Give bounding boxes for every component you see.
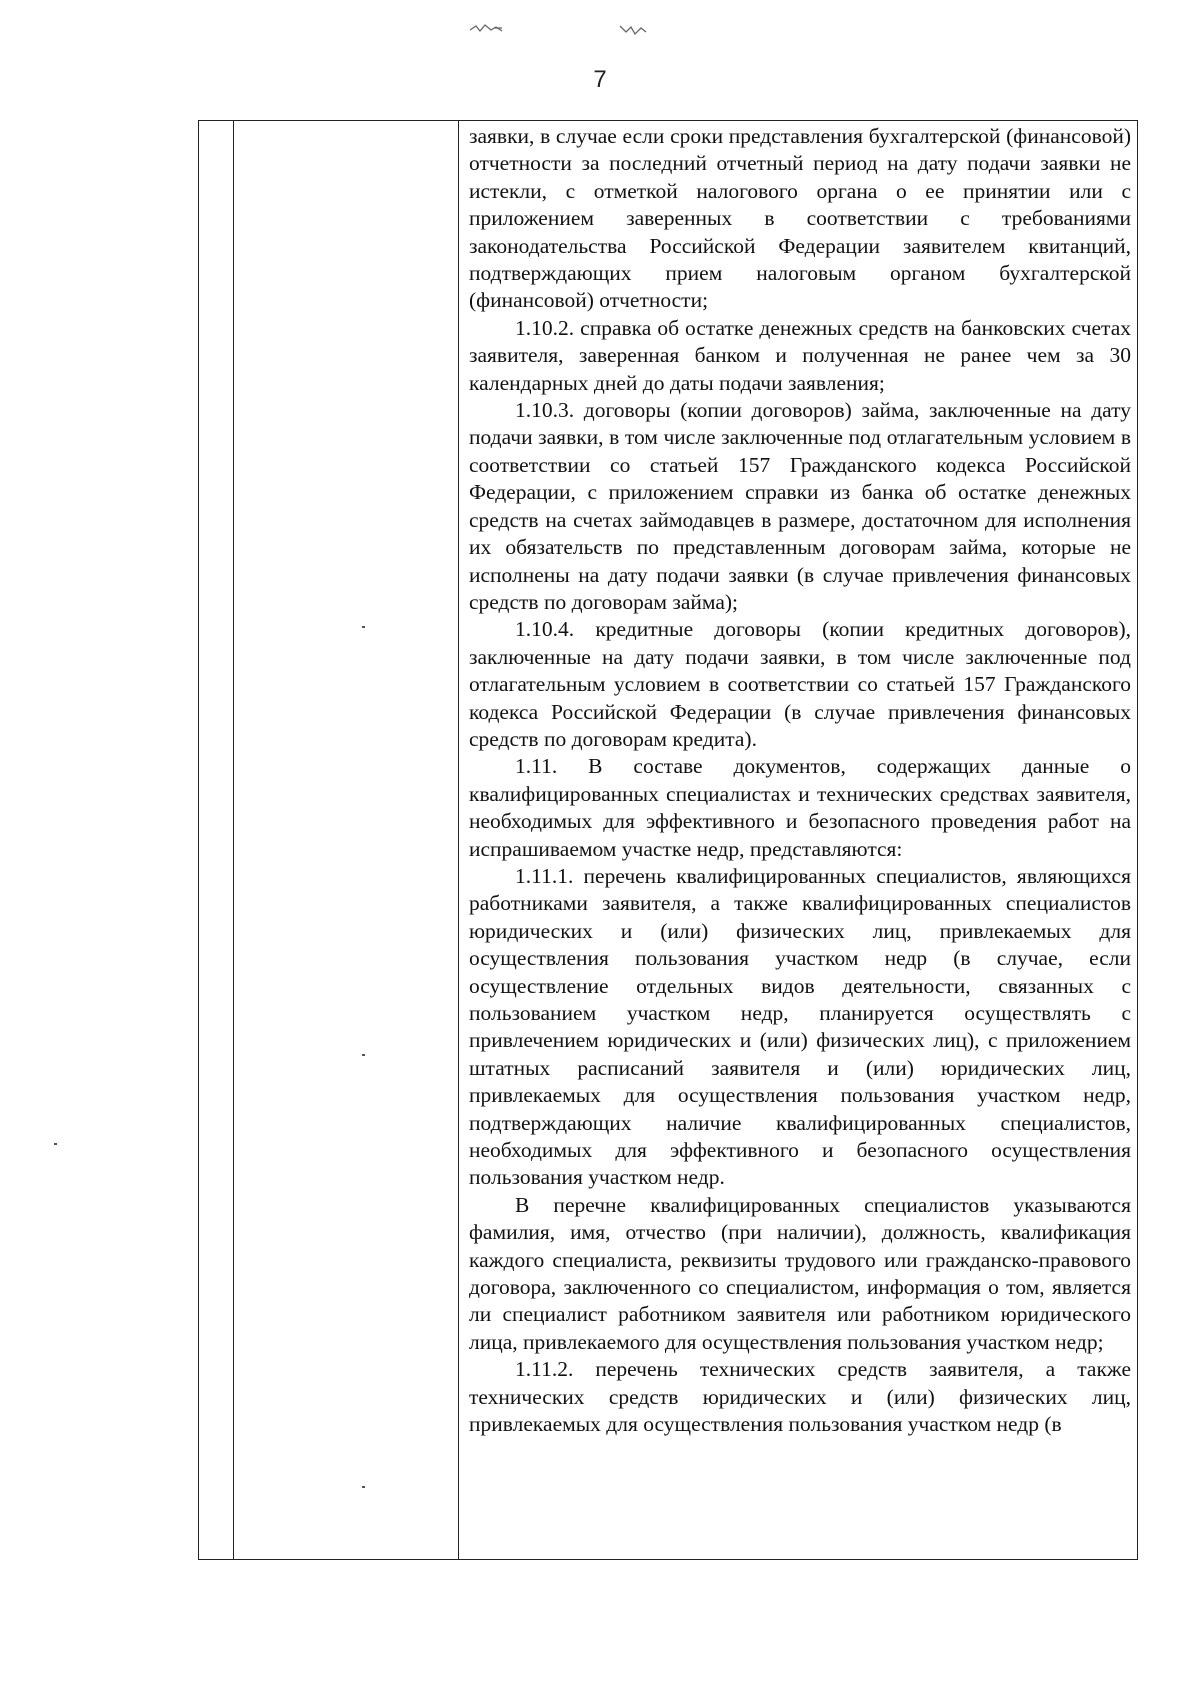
scan-speck xyxy=(362,626,365,628)
document-table xyxy=(198,120,1138,1560)
column-divider xyxy=(458,121,459,1559)
paragraph: 1.10.3. договоры (копии договоров) займа, заключенные на дату подачи заявки, в том числе заключенные под отлагательным условием в соответствии со статьей 157 Гражданского кодекса Российской Федерации, с приложением справки из банка об остатке денежных средств на счетах займодавцев в размере, достаточном для исполнения их обязательств по представленным договорам займа, которые не исполнены на дату подачи заявки (в случае привлечения финансовых средств по договорам займа); xyxy=(469,398,1131,614)
page-number: 7 xyxy=(593,66,607,93)
paragraph: 1.11.2. перечень технических средств заявителя, а также технических средств юридических и (или) физических лиц, привлекаемых для осуществления пользования участком недр (в xyxy=(469,1357,1131,1437)
paragraph: В перечне квалифицированных специалистов указываются фамилия, имя, отчество (при наличии), должность, квалификация каждого специалиста, реквизиты трудового или гражданско-правового договора, заключенного со специалистом, информация о том, является ли специалист работником заявителя или работником юридического лица, привлекаемого для осуществления пользования участком недр; xyxy=(469,1192,1131,1354)
scan-speck xyxy=(362,1054,365,1056)
scan-speck xyxy=(54,1143,57,1145)
paragraph: заявки, в случае если сроки представления бухгалтерской (финансовой) отчетности за последний отчетный период на дату подачи заявки не истекли, с отметкой налогового органа о ее принятии или с приложением заверенных в соответствии с требованиями законодательства Российской Федерации заявителем квитанций, подтверждающих прием налоговым органом бухгалтерской (финансовой) отчетности; xyxy=(469,124,1131,313)
paragraph: 1.10.2. справка об остатке денежных средств на банковских счетах заявителя, заверенная банком и полученная не ранее чем за 30 календарных дней до даты подачи заявления; xyxy=(469,315,1131,395)
paragraph: 1.11. В составе документов, содержащих данные о квалифицированных специалистах и технических средствах заявителя, необходимых для эффективного и безопасного проведения работ на испрашиваемом участке недр, представляются: xyxy=(469,754,1131,861)
paragraph: 1.10.4. кредитные договоры (копии кредитных договоров), заключенные на дату подачи заявки, в том числе заключенные под отлагательным условием в соответствии со статьей 157 Гражданского кодекса Российской Федерации (в случае привлечения финансовых средств по договорам кредита). xyxy=(469,617,1131,751)
text-column xyxy=(469,123,1131,1439)
column-divider xyxy=(233,121,234,1559)
scan-artifact xyxy=(460,18,720,40)
paragraph: 1.11.1. перечень квалифицированных специалистов, являющихся работниками заявителя, а также квалифицированных специалистов юридических и (или) физических лиц, привлекаемых для осуществления пользования участком недр (в случае, если осуществление отдельных видов деятельности, связанных с пользованием участком недр, планируется осуществлять с привлечением юридических и (или) физических лиц), с приложением штатных расписаний заявителя и (или) юридических лиц, привлекаемых для осуществления пользования участком недр, подтверждающих наличие квалифицированных специалистов, необходимых для эффективного и безопасного осуществления пользования участком недр. xyxy=(469,863,1131,1190)
scan-speck xyxy=(362,1486,365,1488)
